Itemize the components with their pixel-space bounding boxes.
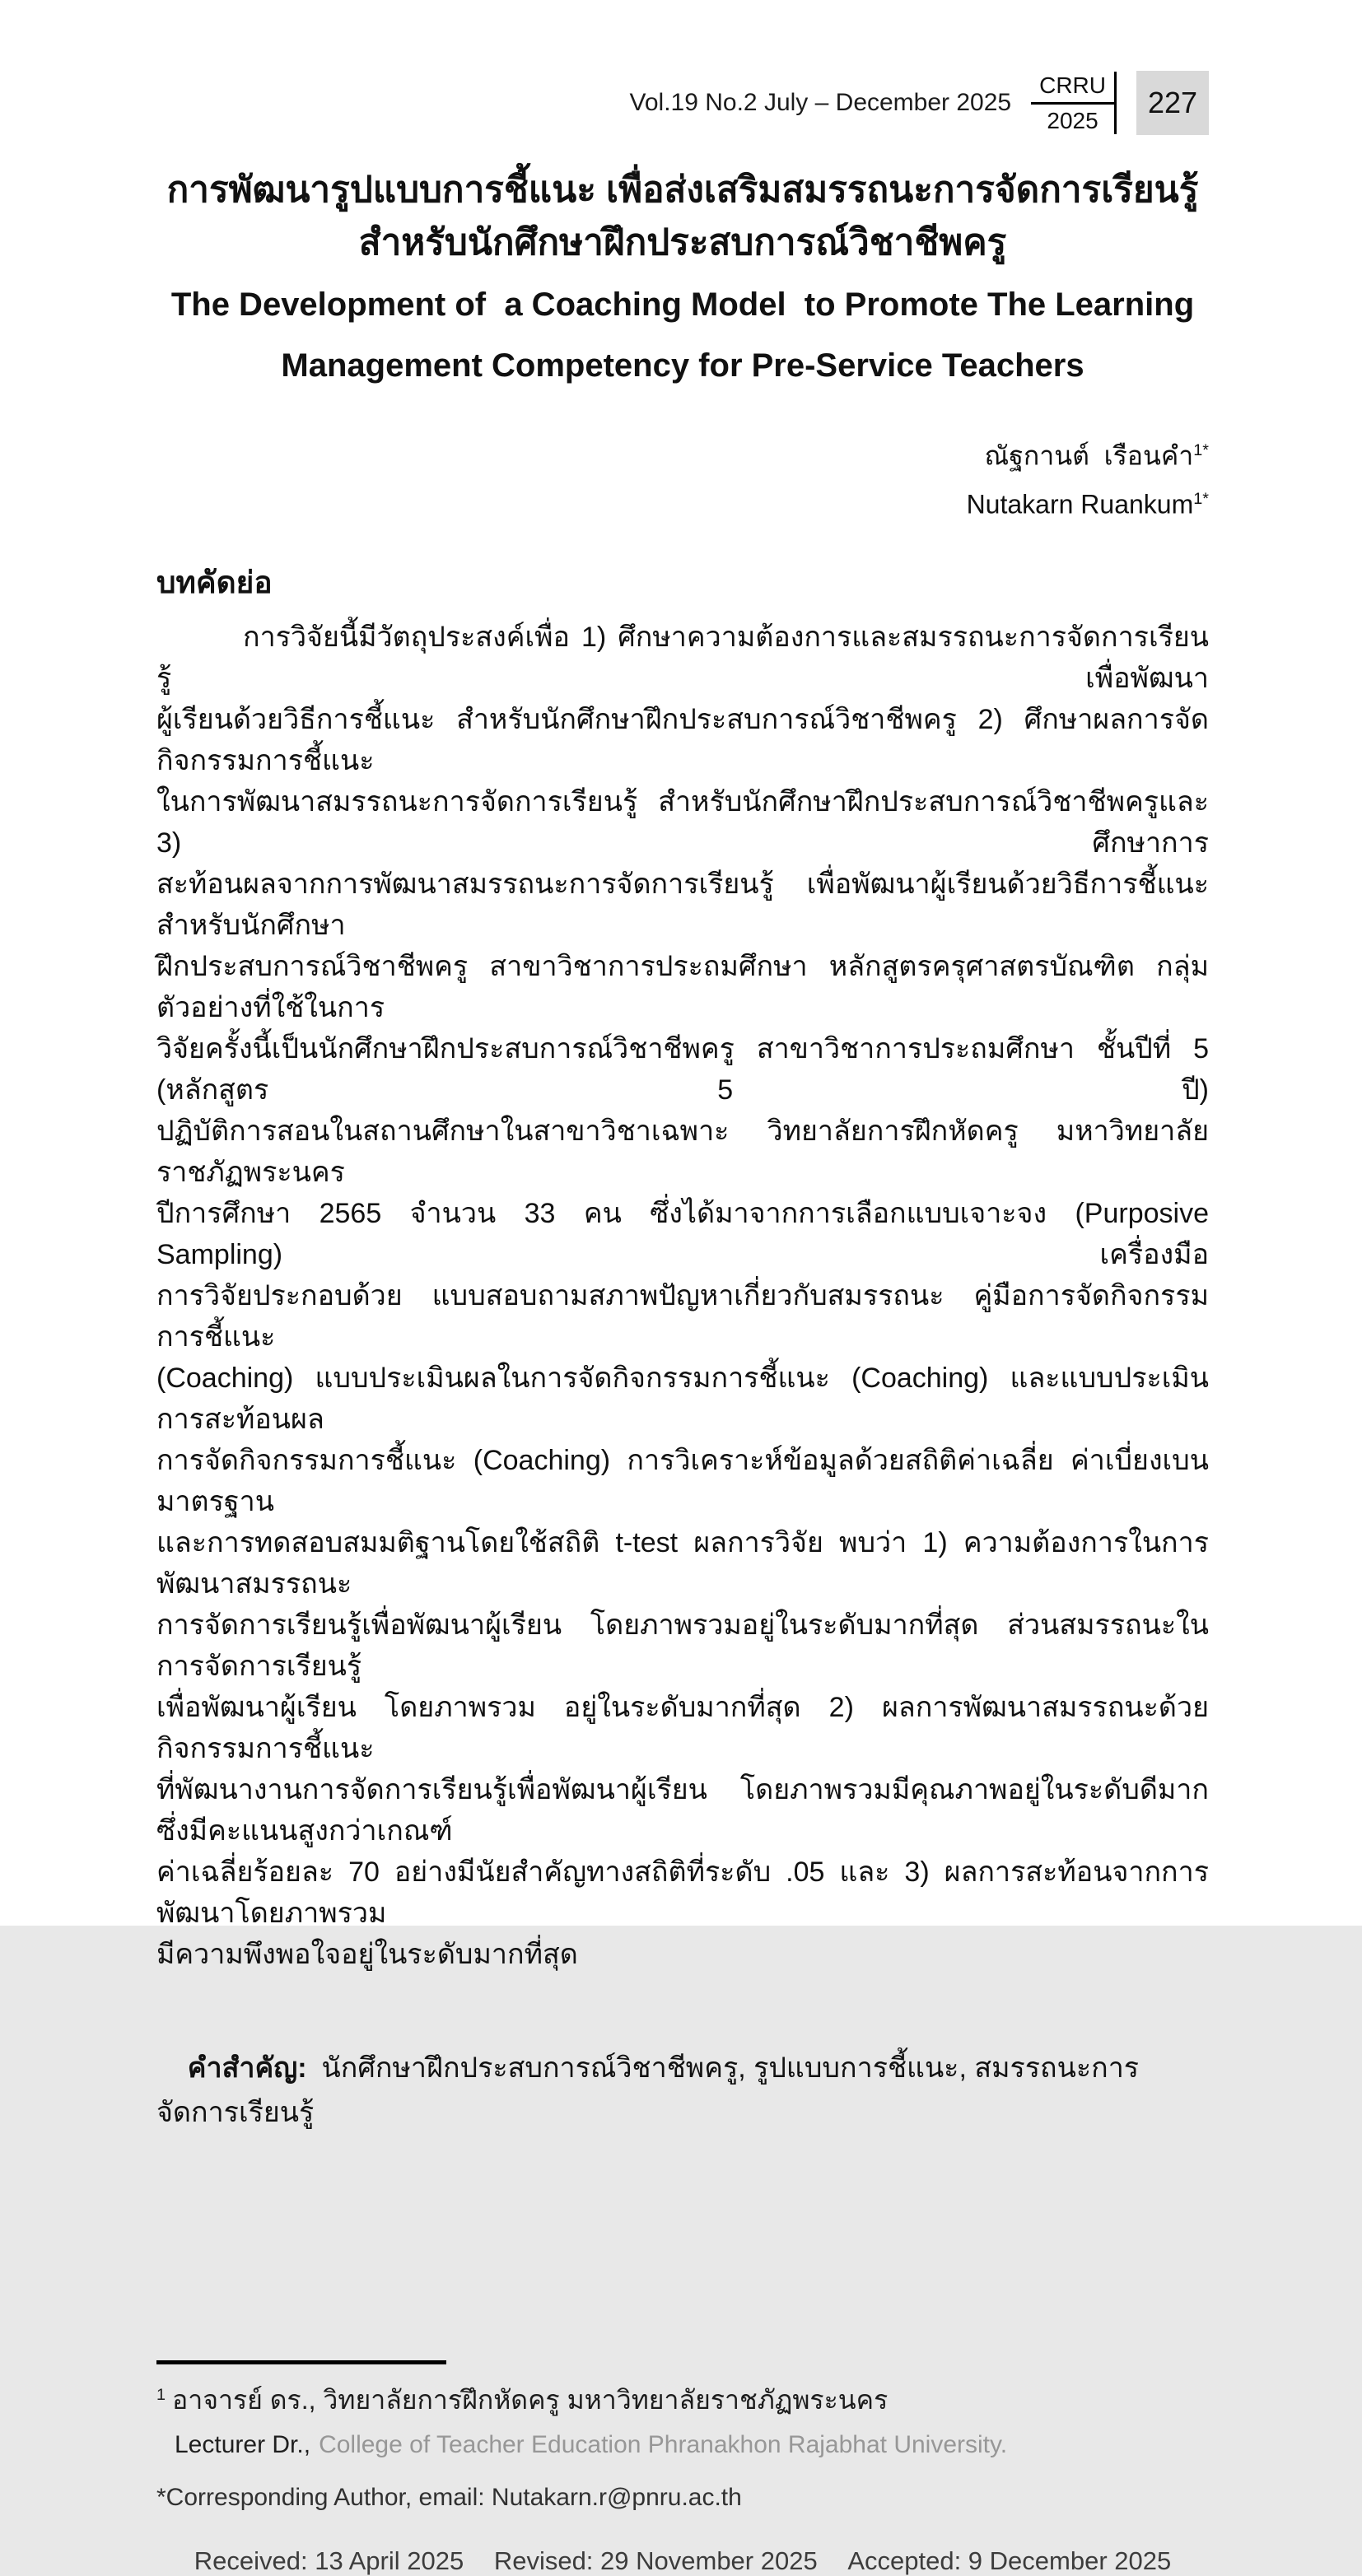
corresponding-author-line: *Corresponding Author, email: Nutakarn.r@pnru.ac.th bbox=[156, 2484, 742, 2512]
abstract-line: ที่พัฒนางานการจัดการเรียนรู้เพื่อพัฒนาผู้เรียน โดยภาพรวมมีคุณภาพอยู่ในระดับดีมาก ซึ่งมีคะแนนสูงกว่าเกณฑ์ bbox=[156, 1774, 1209, 1847]
abstract-line: ผู้เรียนด้วยวิธีการชี้แนะ สำหรับนักศึกษาฝึกประสบการณ์วิชาชีพครู 2) ศึกษาผลการจัดกิจกรรมการชี้แนะ bbox=[156, 704, 1209, 777]
abstract-line: วิจัยครั้งนี้เป็นนักศึกษาฝึกประสบการณ์วิชาชีพครู สาขาวิชาการประถมศึกษา ชั้นปีที่ 5 (หลักสูตร 5 ปี) bbox=[156, 1033, 1209, 1106]
journal-logo-year: 2025 bbox=[1047, 107, 1098, 133]
page-header bbox=[156, 70, 1209, 136]
abstract-line: ปีการศึกษา 2565 จำนวน 33 คน ซึ่งได้มาจากการเลือกแบบเจาะจง (Purposive Sampling) เครื่องมือ bbox=[156, 1198, 1209, 1271]
author-footnote-marker: 1* bbox=[1193, 441, 1209, 459]
abstract-line: การวิจัยนี้มีวัตถุประสงค์เพื่อ 1) ศึกษาความต้องการและสมรรถนะการจัดการเรียนรู้ เพื่อพัฒนา bbox=[156, 622, 1209, 695]
author-name-english-text: Nutakarn Ruankum bbox=[966, 489, 1194, 519]
abstract-line: การจัดกิจกรรมการชี้แนะ (Coaching) การวิเคราะห์ข้อมูลด้วยสถิติค่าเฉลี่ย ค่าเบี่ยงเบนมาตรฐาน bbox=[156, 1445, 1209, 1518]
article-title bbox=[156, 164, 1209, 391]
author-footnote-marker: 1* bbox=[1193, 489, 1209, 508]
revised-date: Revised: 29 November 2025 bbox=[493, 2546, 818, 2576]
author-name-thai-text: ณัฐกานต์ เรือนคำ bbox=[984, 440, 1194, 471]
article-title-thai-line2: สำหรับนักศึกษาฝึกประสบการณ์วิชาชีพครู bbox=[358, 222, 1007, 263]
author-name-thai bbox=[156, 429, 1209, 477]
abstract-line: การวิจัยประกอบด้วย แบบสอบถามสภาพปัญหาเกี่ยวกับสมรรถนะ คู่มือการจัดกิจกรรมการชี้แนะ bbox=[156, 1280, 1209, 1353]
article-title-english-line1: The Development of a Coaching Model to Promote The Learning bbox=[170, 286, 1195, 323]
keywords-text: นักศึกษาฝึกประสบการณ์วิชาชีพครู, รูปแบบการชี้แนะ, สมรรถนะการจัดการเรียนรู้ bbox=[156, 2052, 1140, 2129]
abstract-line: ฝึกประสบการณ์วิชาชีพครู สาขาวิชาการประถมศึกษา หลักสูตรครุศาสตรบัณฑิต กลุ่มตัวอย่างที่ใช้ในการ bbox=[156, 951, 1209, 1024]
journal-logo bbox=[1031, 72, 1117, 134]
footnote-affiliation-thai bbox=[156, 2379, 1209, 2421]
abstract-line: มีความพึงพอใจอยู่ในระดับมากที่สุด bbox=[156, 1939, 578, 1971]
footnote-affiliation-thai-text: อาจารย์ ดร., วิทยาลัยการฝึกหัดครู มหาวิทยาลัยราชภัฏพระนคร bbox=[172, 2385, 889, 2415]
abstract-line: การจัดการเรียนรู้เพื่อพัฒนาผู้เรียน โดยภาพรวมอยู่ในระดับมากที่สุด ส่วนสมรรถนะในการจัดการเรียนรู้ bbox=[156, 1609, 1209, 1683]
article-title-thai-line1: การพัฒนารูปแบบการชี้แนะ เพื่อส่งเสริมสมรรถนะการจัดการเรียนรู้ bbox=[166, 170, 1199, 210]
author-name-english bbox=[156, 477, 1209, 526]
abstract-line: สะท้อนผลจากการพัฒนาสมรรถนะการจัดการเรียนรู้ เพื่อพัฒนาผู้เรียนด้วยวิธีการชี้แนะ สำหรับนักศึกษา bbox=[156, 869, 1209, 942]
footnote-separator-rule bbox=[156, 2360, 446, 2364]
abstract-line: เพื่อพัฒนาผู้เรียน โดยภาพรวม อยู่ในระดับมากที่สุด 2) ผลการพัฒนาสมรรถนะด้วยกิจกรรมการชี้แนะ bbox=[156, 1692, 1209, 1765]
abstract-line: ในการพัฒนาสมรรถนะการจัดการเรียนรู้ สำหรับนักศึกษาฝึกประสบการณ์วิชาชีพครูและ 3) ศึกษาการ bbox=[156, 786, 1209, 859]
abstract-line: และการทดสอบสมมติฐานโดยใช้สถิติ t-test ผลการวิจัย พบว่า 1) ความต้องการในการพัฒนาสมรรถนะ bbox=[156, 1527, 1209, 1600]
abstract-paragraph bbox=[156, 617, 1209, 1975]
footnote-marker: 1 bbox=[156, 2385, 166, 2404]
abstract-line: ค่าเฉลี่ยร้อยละ 70 อย่างมีนัยสำคัญทางสถิติที่ระดับ .05 และ 3) ผลการสะท้อนจากการพัฒนาโดยภาพรวม bbox=[156, 1856, 1209, 1930]
article-history-line bbox=[156, 2546, 1209, 2576]
footnote-affiliation-english bbox=[156, 2431, 1209, 2459]
keywords-line bbox=[156, 2013, 1209, 2166]
article-title-english-line2: Management Competency for Pre-Service Teachers bbox=[281, 347, 1084, 384]
footnote-affiliation-english-rest: College of Teacher Education Phranakhon Rajabhat University. bbox=[319, 2431, 1008, 2459]
abstract-line: (Coaching) แบบประเมินผลในการจัดกิจกรรมการชี้แนะ (Coaching) และแบบประเมินการสะท้อนผล bbox=[156, 1363, 1209, 1436]
author-block bbox=[156, 429, 1209, 525]
accepted-date: Accepted: 9 December 2025 bbox=[847, 2546, 1172, 2576]
journal-volume-info: Vol.19 No.2 July – December 2025 bbox=[629, 89, 1012, 116]
abstract-line: ปฏิบัติการสอนในสถานศึกษาในสาขาวิชาเฉพาะ วิทยาลัยการฝึกหัดครู มหาวิทยาลัยราชภัฏพระนคร bbox=[156, 1116, 1209, 1189]
footnote-affiliation-english-lead: Lecturer Dr., bbox=[175, 2431, 311, 2459]
received-date: Received: 13 April 2025 bbox=[194, 2546, 464, 2576]
page-number-badge: 227 bbox=[1136, 71, 1209, 135]
abstract-heading: บทคัดย่อ bbox=[156, 566, 273, 600]
keywords-label: คำสำคัญ: bbox=[187, 2052, 307, 2085]
journal-logo-acronym: CRRU bbox=[1031, 72, 1114, 104]
